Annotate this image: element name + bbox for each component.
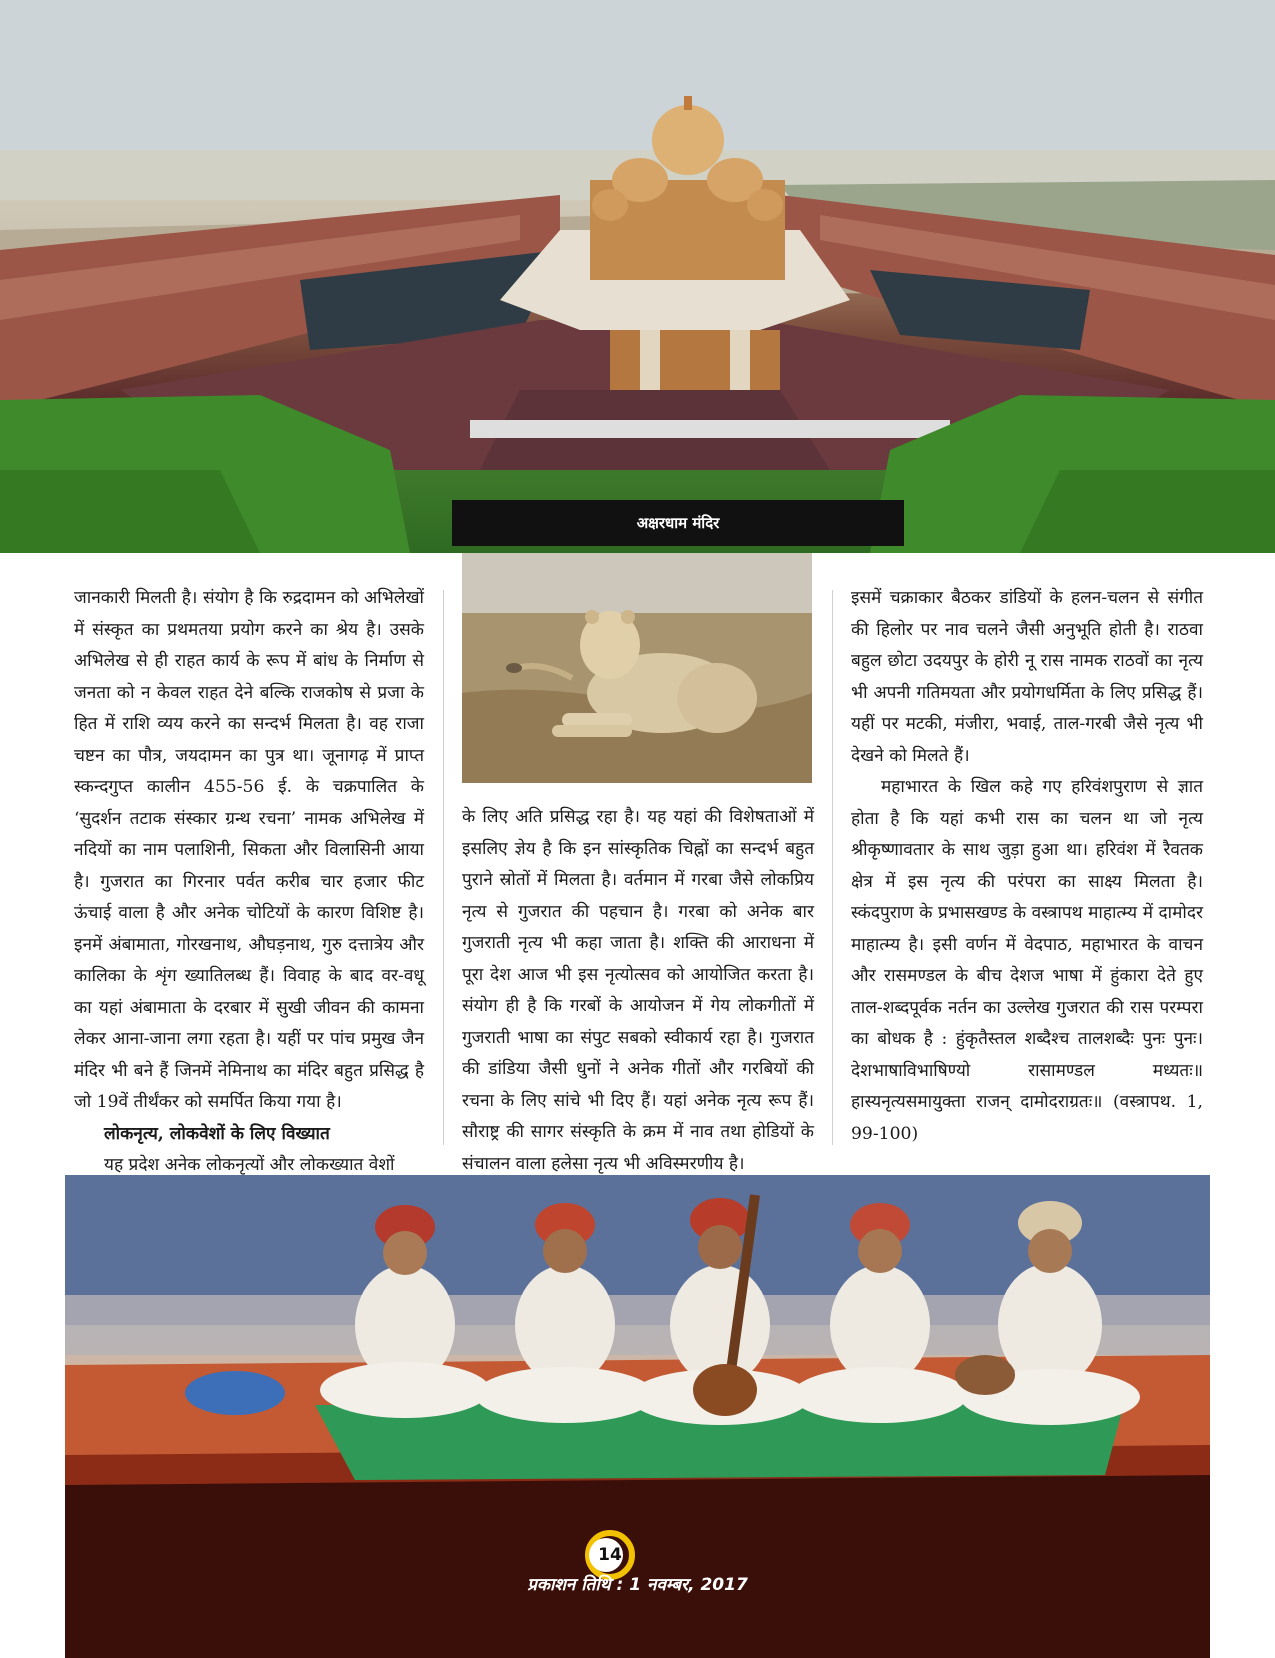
lioness-illustration	[462, 553, 812, 783]
column-divider	[443, 590, 444, 1145]
paragraph: जानकारी मिलती है। संयोग है कि रुद्रदामन को अभिलेखों में संस्कृत का प्रथमतया प्रयोग करने का श्रेय है। उसके अभिलेख से ही राहत कार्य के रूप में बांध के निर्माण से जनता को न केवल राहत देने बल्कि राजकोष से प्रजा के हित में राशि व्यय करने का सन्दर्भ मिलता है। वह राजा चष्टन का पौत्र, जयदामन का पुत्र था। जूनागढ़ में प्राप्त स्कन्दगुप्त कालीन 455-56 ई. के चक्रपालित के ‘सुदर्शन तटाक संस्कार ग्रन्थ रचना’ नामक अभिलेख में नदियों का नाम पलाशिनी, सिकता और विलासिनी आया है। गुजरात का गिरनार पर्वत करीब चार हजार फीट ऊंचाई वाला है और अनेक चोटियों के कारण विशिष्ट है। इनमें अंबामाता, गोरखनाथ, औघड़नाथ, गुरु दत्तात्रेय और कालिका के शृंग ख्यातिलब्ध हैं। विवाह के बाद वर-वधू का यहां अंबामाता के दरबार में सुखी जीवन की कामना लेकर आना-जाना लगा रहता है। यहीं पर पांच प्रमुख जैन मंदिर भी बने हैं जिनमें नेमिनाथ का मंदिर बहुत प्रसिद्ध है जो 19वें तीर्थंकर को समर्पित किया गया है।	[74, 588, 424, 1112]
akshardham-temple-illustration	[0, 0, 1275, 553]
paragraph: के लिए अति प्रसिद्ध रहा है। यह यहां की विशेषताओं में इसलिए ज्ञेय है कि इन सांस्कृतिक चिह्नों का सन्दर्भ बहुत पुराने स्रोतों में मिलता है। वर्तमान में गरबा जैसे लोकप्रिय नृत्य से गुजरात की पहचान है। गरबा को अनेक बार गुजराती नृत्य भी कहा जाता है। शक्ति की आराधना में पूरा देश आज भी इस नृत्योत्सव को आयोजित करता है। संयोग ही है कि गरबों के आयोजन में गेय लोकगीतों में गुजराती भाषा का संपुट सबको स्वीकार्य रहा है। गुजरात की डांडिया जैसी धुनों ने अनेक गीतों और गरबियों की रचना के लिए सांचे भी दिए हैं। यहां अनेक नृत्य रूप हैं। सौराष्ट्र की सागर संस्कृति के क्रम में नाव तथा होडियों के संचालन वाला हलेसा नृत्य भी अविस्मरणीय है।	[462, 807, 814, 1174]
article-column-2	[462, 802, 814, 1180]
article-column-1	[74, 583, 424, 1182]
column-divider	[832, 590, 833, 1145]
akshardham-temple-photo	[0, 0, 1275, 553]
paragraph: इसमें चक्राकार बैठकर डांडियों के हलन-चलन से संगीत की हिलोर पर नाव चलने जैसी अनुभूति होती है। राठवा बहुल छोटा उदयपुर के होरी नू रास नामक राठवों का नृत्य भी अपनी गतिमयता और प्रयोगधर्मिता के लिए प्रसिद्ध हैं। यहीं पर मटकी, मंजीरा, भवाई, ताल-गरबी जैसे नृत्य भी देखने को मिलते हैं।	[851, 588, 1203, 766]
paragraph: महाभारत के खिल कहे गए हरिवंशपुराण से ज्ञात होता है कि यहां कभी रास का चलन था जो नृत्य श्रीकृष्णावतार के साथ जुड़ा हुआ था। हरिवंश में रैवतक क्षेत्र में इस नृत्य की परंपरा का साक्ष्य मिलता है। स्कंदपुराण के प्रभासखण्ड के वस्त्रापथ माहात्म्य में दामोदर माहात्म्य है। इसी वर्णन में वेदपाठ, महाभारत के वाचन और रासमण्डल के बीच देशज भाषा में हुंकारा देते हुए ताल-शब्दपूर्वक नर्तन का उल्लेख गुजरात की रास परम्परा का बोधक है : हुंकृतैस्तल शब्दैश्च तालशब्दैः पुनः पुनः। देशभाषाविभाषिण्यो रासामण्डल मध्यतः॥ हास्यनृत्यसमायुक्ता राजन् दामोदराग्रतः॥ (वस्त्रापथ. 1, 99-100)	[851, 777, 1203, 1144]
section-subheading: लोकनृत्य, लोकवेशों के लिए विख्यात	[104, 1123, 330, 1144]
photo-caption: अक्षरधाम मंदिर	[452, 500, 904, 546]
page-number: 14	[598, 1545, 622, 1565]
publication-date: प्रकाशन तिथि : 1 नवम्बर, 2017	[527, 1575, 748, 1595]
paragraph: यह प्रदेश अनेक लोकनृत्यों और लोकख्यात वेशों	[104, 1155, 395, 1175]
lioness-photo	[462, 553, 812, 783]
article-column-3	[851, 583, 1203, 1150]
